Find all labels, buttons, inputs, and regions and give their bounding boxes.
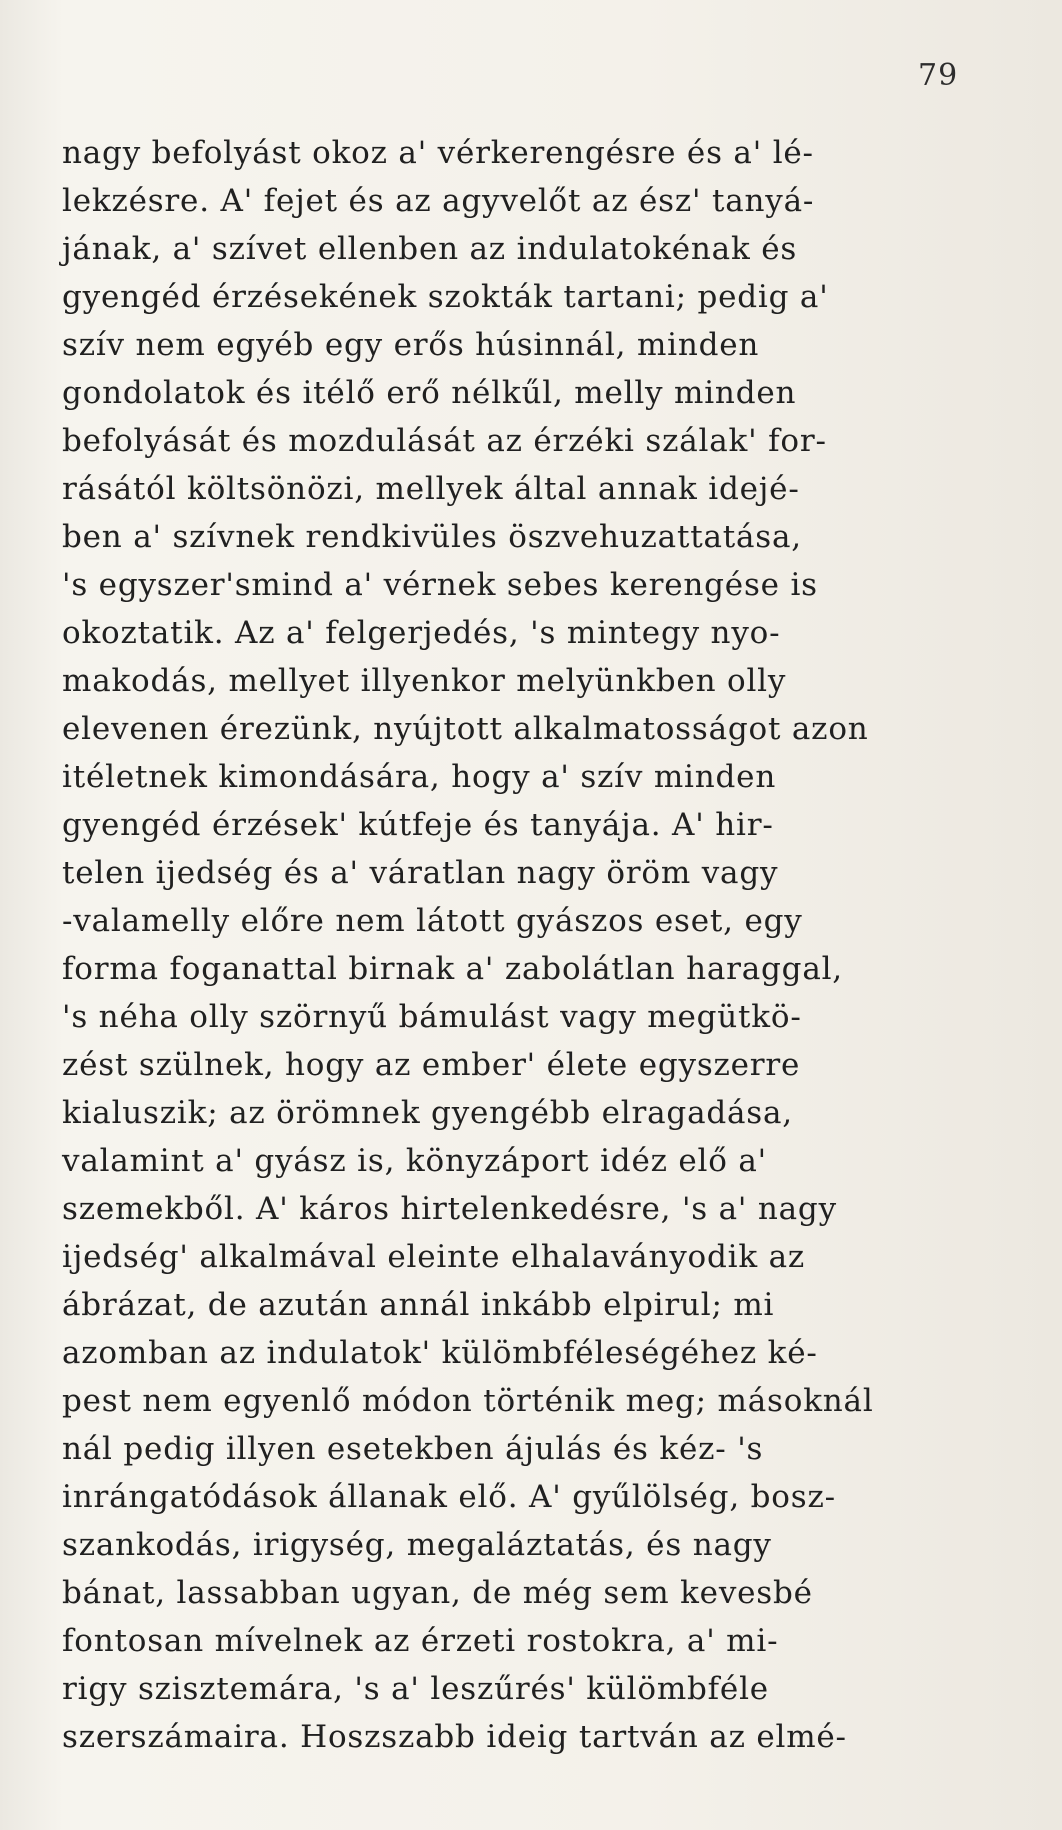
text-line: jának, a' szívet ellenben az indulatokénak és	[62, 231, 798, 267]
text-line: forma foganattal birnak a' zabolátlan haraggal,	[62, 951, 843, 987]
text-line: lekzésre. A' fejet és az agyvelőt az ész' tanyá-	[62, 183, 815, 219]
text-line: szankodás, irigység, megaláztatás, és nagy	[62, 1527, 772, 1563]
text-line: -valamelly előre nem látott gyászos eset, egy	[62, 903, 803, 939]
text-line: ijedség' alkalmával eleinte elhalaványodik az	[62, 1239, 806, 1275]
text-line: gyengéd érzésekének szokták tartani; pedig a'	[62, 279, 829, 315]
page-number: 79	[918, 58, 959, 93]
text-line: kialuszik; az örömnek gyengébb elragadása,	[62, 1095, 793, 1131]
text-line: szemekből. A' káros hirtelenkedésre, 's a' nagy	[62, 1191, 837, 1227]
text-line: ábrázat, de azután annál inkább elpirul; mi	[62, 1287, 775, 1323]
text-line: 's egyszer'smind a' vérnek sebes kerengése is	[62, 567, 818, 603]
text-line: ben a' szívnek rendkivüles öszvehuzattatása,	[62, 519, 802, 555]
text-line: nagy befolyást okoz a' vérkerengésre és a' lé-	[62, 135, 814, 171]
text-line: valamint a' gyász is, könyzáport idéz elő a'	[62, 1143, 767, 1179]
text-line: inrángatódások állanak elő. A' gyűlölség, bosz-	[62, 1479, 836, 1515]
text-line: 's néha olly szörnyű bámulást vagy megütkö-	[62, 999, 802, 1035]
text-line: itéletnek kimondására, hogy a' szív minden	[62, 759, 777, 795]
text-line: bánat, lassabban ugyan, de még sem kevesbé	[62, 1575, 813, 1611]
text-line: gyengéd érzések' kútfeje és tanyája. A' hir-	[62, 807, 774, 843]
text-line: szerszámaira. Hoszszabb ideig tartván az elmé-	[62, 1719, 847, 1755]
text-line: szív nem egyéb egy erős húsinnál, minden	[62, 327, 760, 363]
text-line: makodás, mellyet illyenkor melyünkben olly	[62, 663, 787, 699]
text-line: elevenen érezünk, nyújtott alkalmatosságot azon	[62, 711, 869, 747]
text-line: fontosan mívelnek az érzeti rostokra, a' mi-	[62, 1623, 779, 1659]
text-line: pest nem egyenlő módon történik meg; másoknál	[62, 1383, 874, 1419]
text-line: azomban az indulatok' külömbféleségéhez ké-	[62, 1335, 818, 1371]
text-line: nál pedig illyen esetekben ájulás és kéz- 's	[62, 1431, 764, 1467]
text-line: zést szülnek, hogy az ember' élete egyszerre	[62, 1047, 801, 1083]
text-line: telen ijedség és a' váratlan nagy öröm vagy	[62, 855, 779, 891]
body-text	[62, 129, 1020, 1761]
text-line: gondolatok és itélő erő nélkűl, melly minden	[62, 375, 797, 411]
text-line: rigy szisztemára, 's a' leszűrés' külömbféle	[62, 1671, 769, 1707]
text-line: okoztatik. Az a' felgerjedés, 's mintegy nyo-	[62, 615, 781, 651]
text-line: rásától költsönözi, mellyek által annak idejé-	[62, 471, 800, 507]
text-line: befolyását és mozdulását az érzéki szálak' for-	[62, 423, 827, 459]
